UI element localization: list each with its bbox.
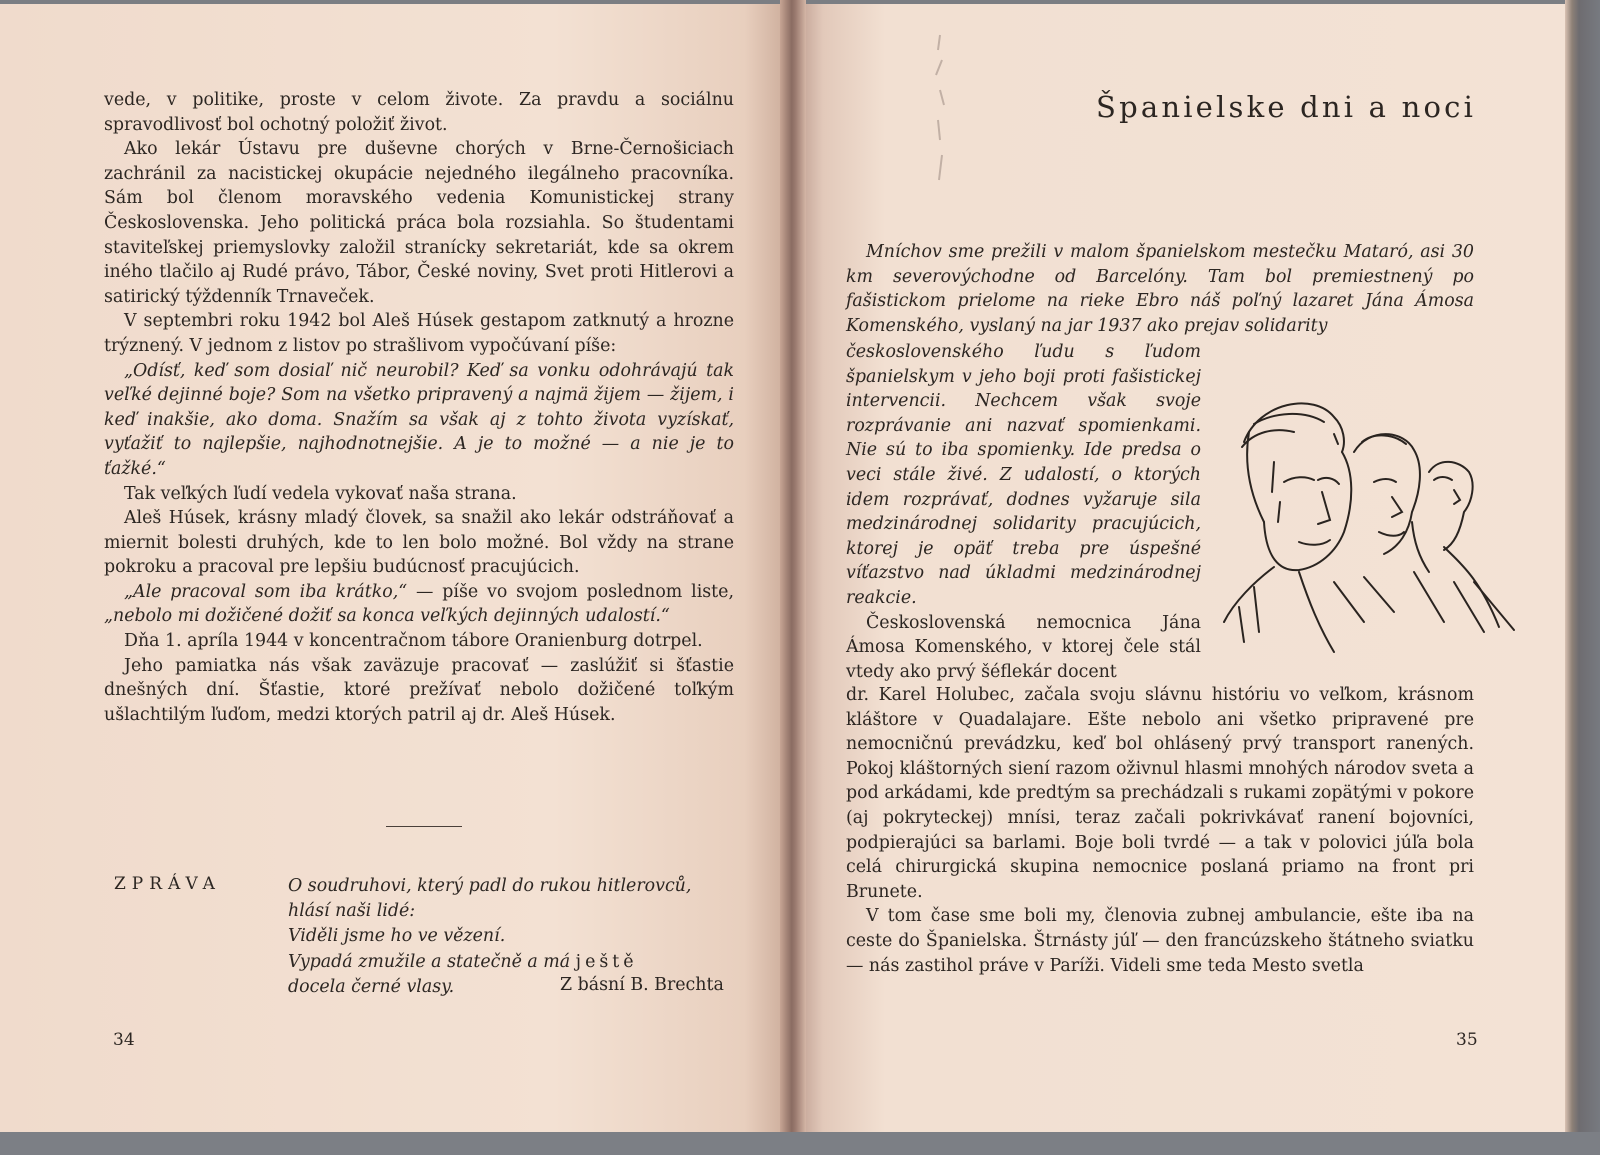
ink-smudge: [920, 30, 960, 190]
left-paragraph-7: [104, 580, 734, 629]
left-paragraph-9: Jeho pamiatka nás však zaväzuje pracovať — zaslúžiť si šťastie dnešných dní. Šťastie, ktoré prežívať nebolo dožičené toľkým ušlachtilým ľuďom, medzi ktorých patril aj dr. Aleš Húsek.: [104, 655, 734, 725]
left-paragraph-3: V septembri roku 1942 bol Aleš Húsek gestapom zatknutý a hrozne trýznený. V jednom z listov po strašlivom vypočúvaní píše:: [104, 311, 734, 356]
left-paragraph-5: Tak veľkých ľudí vedela vykovať naša strana.: [124, 483, 517, 504]
poem-line-2: hlásí naši lidé:: [288, 901, 416, 922]
left-paragraph-2: Ako lekár Ústavu pre duševne chorých v Brne-Černošiciach zachránil za nacistickej okupácie nejedného ilegálneho pracovníka. Sám bol členom moravského vedenia Komunistickej strany Československa. Jeho politická práca bola rozsiahla. So študentami staviteľskej priemyslovky založil stranícky sekretariát, kde sa okrem iného tlačilo aj Rudé právo, Tábor, České noviny, Svet proti Hitlerovi a satirický týždenník Trnaveček.: [104, 139, 734, 307]
left-quote-paragraph: „Odísť, keď som dosiaľ nič neurobil? Keď sa vonku odohrávajú tak veľké dejinné boje? Som na všetko pripravený a najmä žijem — žijem, i keď inakšie, ako doma. Snažím sa však aj z tohto života vyzískať, vyťažiť to najlepšie, najhodnotnejšie. A je to možné — a nie je to ťažké.“: [104, 360, 734, 479]
section-divider: [386, 826, 462, 827]
page-edges: [1565, 0, 1600, 1135]
page-number-right: 35: [1456, 1030, 1478, 1050]
poem-line-4-text: Vypadá zmužile a statečně a má: [288, 951, 571, 972]
poem-line-5: docela černé vlasy.: [288, 976, 455, 997]
poem-label: ZPRÁVA: [114, 874, 221, 894]
quote-part-1: „Ale pracoval som iba krátko,“: [124, 581, 408, 602]
left-page-body: [104, 88, 734, 727]
book-gutter: [780, 0, 806, 1135]
poem-line-3: Viděli jsme ho ve vězení.: [288, 926, 506, 947]
right-wrap-column: [846, 340, 1201, 684]
three-men-portrait-sketch-icon: [1214, 372, 1524, 662]
poem-source: Z básní B. Brechta: [560, 975, 724, 995]
quote-part-2: „nebolo mi dožičené dožiť sa konca veľkých dejinných udalostí.“: [104, 606, 670, 627]
right-intro-top: [846, 240, 1474, 338]
right-paragraph-3: V tom čase sme boli my, členovia zubnej ambulancie, ešte iba na ceste do Španielska. Štrnásty júľ — den francúzskeho štátneho sviatku — nás zastihol práve v Paríži. Videli sme teda Mesto svetla: [846, 906, 1474, 976]
right-paragraph-2-start: Československá nemocnica Jána Ámosa Komenského, v ktorej čele stál vtedy ako prvý šéflekár docent: [846, 612, 1201, 682]
poem-line-4: [288, 950, 691, 975]
poem-spaced-word: ještě: [575, 951, 638, 972]
page-number-left: 34: [113, 1030, 135, 1050]
left-paragraph-1: vede, v politike, proste v celom živote. Za pravdu a sociálnu spravodlivosť bol ochotný položiť život.: [104, 90, 734, 135]
right-intro-paragraph: Mníchov sme prežili v malom španielskom mestečku Mataró, asi 30 km severovýchodne od Barcelóny. Tam bol premiestnený po fašistickom prielome na rieke Ebro náš poľný lazaret Jána Ámosa Komenského, vyslaný na jar 1937 ako prejav solidarity: [846, 242, 1474, 336]
right-paragraph-2-cont: dr. Karel Holubec, začala svoju slávnu históriu vo veľkom, krásnom kláštore v Quadalajare. Ešte nebolo ani všetko pripravené pre nemocničnú prevádzku, keď bol ohlásený prvý transport ranených. Pokoj kláštorných siení razom oživnul hlasmi mnohých národov sveta a pod arkádami, kde predtým sa prechádzali s rukami zopätými v pokore (aj pokryteckej) mnísi, teraz začali pokrivkávať ranení bojovníci, podpierajúci sa barlami. Boje boli tvrdé — a tak v polovici júľa bola celá chirurgická skupina nemocnice poslaná priamo na front pri Brunete.: [846, 685, 1474, 902]
scan-background: [0, 1132, 1600, 1155]
right-bottom-column: [846, 683, 1474, 978]
poem-line-1: O soudruhovi, který padl do rukou hitlerovců,: [288, 876, 692, 896]
quote-middle: — píše vo svojom poslednom liste,: [407, 581, 734, 602]
left-paragraph-6: Aleš Húsek, krásny mladý človek, sa snažil ako lekár odstráňovať a miernit bolesti druhých, kde to len bolo možné. Bol vždy na strane pokroku a pracoval pre lepšiu budúcnosť pracujúcich.: [104, 508, 734, 578]
right-intro-wrap: československého ľudu s ľudom španielskym v jeho boji proti fašistickej intervencii. Nechcem však svoje rozprávanie ani nazvať spomienkami. Nie sú to iba spomienky. Ide predsa o veci stále živé. Z udalostí, o ktorých idem rozprávať, dodnes vyžaruje sila medzinárodnej solidarity pracujúcich, ktorej je opäť treba pre úspešné víťazstvo nad úkladmi medzinárodnej reakcie.: [846, 342, 1201, 608]
left-paragraph-8: Dňa 1. apríla 1944 v koncentračnom tábore Oranienburg dotrpel.: [124, 631, 703, 652]
chapter-title: Španielske dni a noci: [1096, 90, 1477, 124]
